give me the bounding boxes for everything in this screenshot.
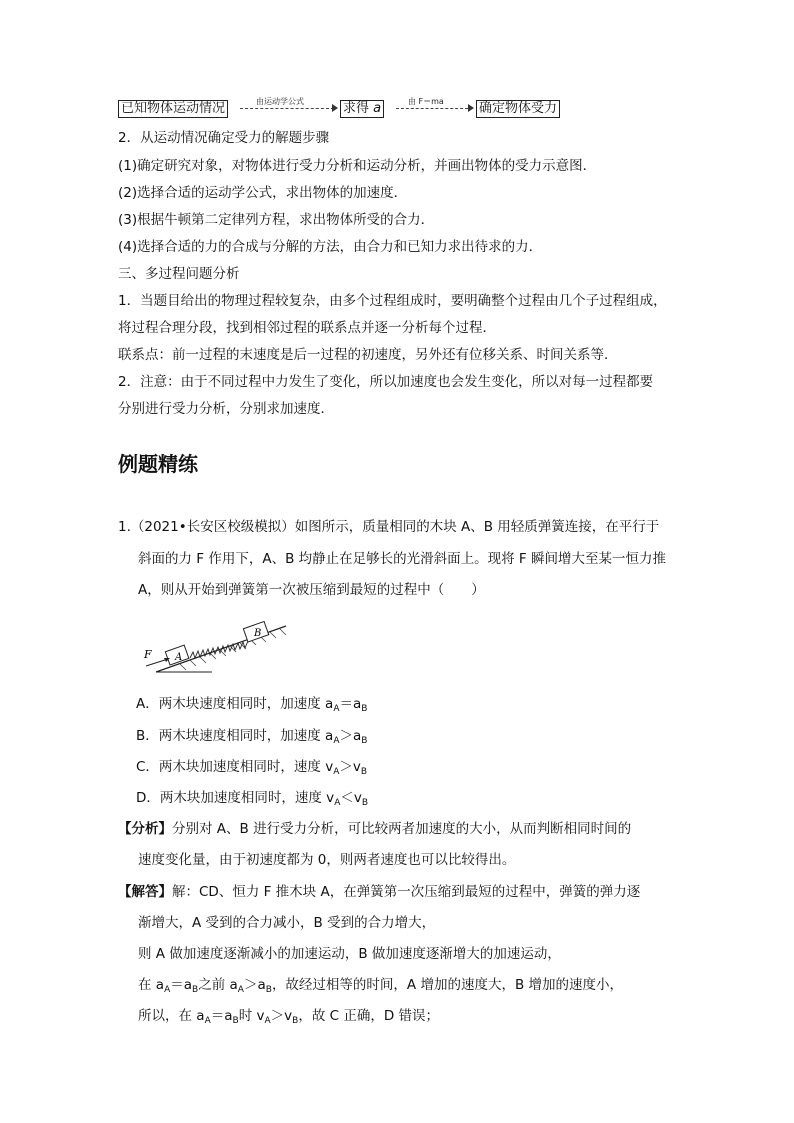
option-d-sub2: B: [361, 798, 369, 808]
solution-line4-s1: A: [164, 985, 171, 995]
option-c-sub2: B: [360, 767, 368, 777]
section3-p1-line1: 1．当题目给出的物理过程较复杂，由多个过程组成时，要明确整个过程由几个子过程组成，: [118, 293, 667, 309]
option-c-text: C．两木块加速度相同时，速度 v: [136, 759, 334, 775]
analysis-tag: 【分析】: [118, 821, 172, 837]
force-label: F: [144, 648, 152, 661]
flow-arrow-2: [396, 108, 468, 109]
flow-box-determine-force: 确定物体受力: [476, 100, 560, 118]
solution-line4-s2: B: [192, 985, 199, 995]
flow-caption-kinematics: 由运动学公式: [256, 97, 304, 106]
question-line3: A，则从开始到弹簧第一次被压缩到最短的过程中（ ）: [138, 582, 485, 598]
option-b[interactable]: [136, 726, 367, 751]
section2-step2: (2)选择合适的运动学公式，求出物体的加速度．: [118, 185, 408, 201]
section3-title: 三、多过程问题分析: [118, 266, 240, 282]
section3-p3-line2: 分别进行受力分析，分别求加速度．: [118, 401, 334, 417]
option-d-sub1: A: [334, 798, 341, 808]
block-b-label: B: [254, 628, 262, 639]
option-c-mid: ＞v: [339, 759, 361, 775]
question-line1: 1.（2021•长安区校级模拟）如图所示，质量相同的木块 A、B 用轻质弹簧连接，在平行于: [118, 519, 660, 535]
section2-step1: (1)确定研究对象，对物体进行受力分析和运动分析，并画出物体的受力示意图．: [118, 158, 597, 174]
solution-line5-t2: ＝a: [210, 1008, 233, 1024]
section3-p1-line2: 将过程合理分段，找到相邻过程的联系点并逐一分析每个过程．: [118, 320, 496, 336]
option-c[interactable]: [136, 757, 367, 782]
flow-arrowhead-2: [468, 104, 474, 112]
solution-line5-s3: A: [264, 1016, 271, 1026]
solution-line5-t4: ＞v: [270, 1008, 293, 1024]
incline-hatching: [180, 629, 286, 670]
flow-box-find-a-text: 求得: [343, 101, 370, 116]
option-b-sub2: B: [361, 736, 368, 746]
solution-line4-s4: B: [265, 985, 272, 995]
solution-line1-text: 解：CD、恒力 F 推木块 A，在弹簧第一次压缩到最短的过程中，弹簧的弹力逐: [172, 884, 641, 900]
option-a-mid: ＝a: [339, 696, 362, 712]
solution-line5-t3: 时 v: [238, 1008, 265, 1024]
flow-box-find-a: [340, 100, 384, 118]
solution-tag: 【解答】: [118, 884, 172, 900]
solution-line4-t3: 之前 a: [198, 977, 238, 993]
solution-line5-t1: 所以，在 a: [138, 1008, 205, 1024]
analysis-line1: [118, 819, 631, 839]
option-d[interactable]: [136, 788, 368, 813]
question-line2: 斜面的力 F 作用下，A、B 均静止在足够长的光滑斜面上。现将 F 瞬间增大至某一恒力推: [138, 551, 666, 567]
spring: [190, 641, 248, 658]
option-b-mid: ＞a: [339, 728, 362, 744]
solution-line4: [138, 975, 623, 1000]
section3-p2: 联系点：前一过程的末速度是后一过程的初速度，另外还有位移关系、时间关系等．: [118, 347, 618, 363]
solution-line5-s1: A: [204, 1016, 211, 1026]
solution-line4-t1: 在 a: [138, 977, 165, 993]
section2-step4: (4)选择合适的力的合成与分解的方法，由合力和已知力求出待求的力．: [118, 239, 543, 255]
section-heading-examples: 例题精练: [118, 452, 198, 476]
section2-step3: (3)根据牛顿第二定律列方程，求出物体所受的合力．: [118, 212, 435, 228]
solution-line5-t5: ，故 C 正确，D 错误；: [298, 1008, 440, 1024]
option-a-text: A．两木块速度相同时，加速度 a: [136, 696, 334, 712]
solution-line4-t4: ＞a: [243, 977, 266, 993]
block-a-label: A: [175, 652, 183, 663]
solution-line5-s4: B: [292, 1016, 299, 1026]
solution-line4-t2: ＝a: [170, 977, 193, 993]
incline-figure: [140, 614, 290, 676]
analysis-line2: 速度变化量，由于初速度都为 0，则两者速度也可以比较得出。: [138, 852, 516, 868]
flow-arrow-1: [240, 108, 334, 109]
flow-caption-newton: 由 F＝ma: [408, 97, 444, 106]
flow-diagram: [118, 96, 588, 120]
flow-arrowhead-1: [332, 104, 338, 112]
flow-box-known-motion: 已知物体运动情况: [118, 100, 228, 118]
option-b-text: B．两木块速度相同时，加速度 a: [136, 728, 334, 744]
option-a-sub1: A: [333, 704, 340, 714]
solution-line4-t5: ，故经过相等的时间，A 增加的速度大，B 增加的速度小，: [271, 977, 624, 993]
solution-line5: [138, 1006, 439, 1031]
solution-line2: 渐增大，A 受到的合力减小，B 受到的合力增大，: [138, 915, 436, 931]
solution-line4-s3: A: [237, 985, 244, 995]
section3-p3-line1: 2．注意：由于不同过程中力发生了变化，所以加速度也会发生变化，所以对每一过程都要: [118, 374, 654, 390]
option-d-text: D．两木块加速度相同时，速度 v: [136, 790, 335, 806]
solution-line3: 则 A 做加速度逐渐减小的加速运动，B 做加速度逐渐增大的加速运动，: [138, 946, 561, 962]
option-d-mid: ＜v: [340, 790, 362, 806]
section2-title: 2．从运动情况确定受力的解题步骤: [118, 130, 330, 146]
option-a[interactable]: [136, 694, 367, 719]
incline-diagram: [140, 614, 290, 676]
option-c-sub1: A: [333, 767, 340, 777]
solution-line1: [118, 882, 640, 902]
flow-box-find-a-var: a: [373, 101, 382, 116]
option-b-sub1: A: [333, 736, 340, 746]
option-a-sub2: B: [361, 704, 368, 714]
analysis-line1-text: 分别对 A、B 进行受力分析，可比较两者加速度的大小，从而判断相同时间的: [172, 821, 632, 837]
solution-line5-s2: B: [232, 1016, 239, 1026]
